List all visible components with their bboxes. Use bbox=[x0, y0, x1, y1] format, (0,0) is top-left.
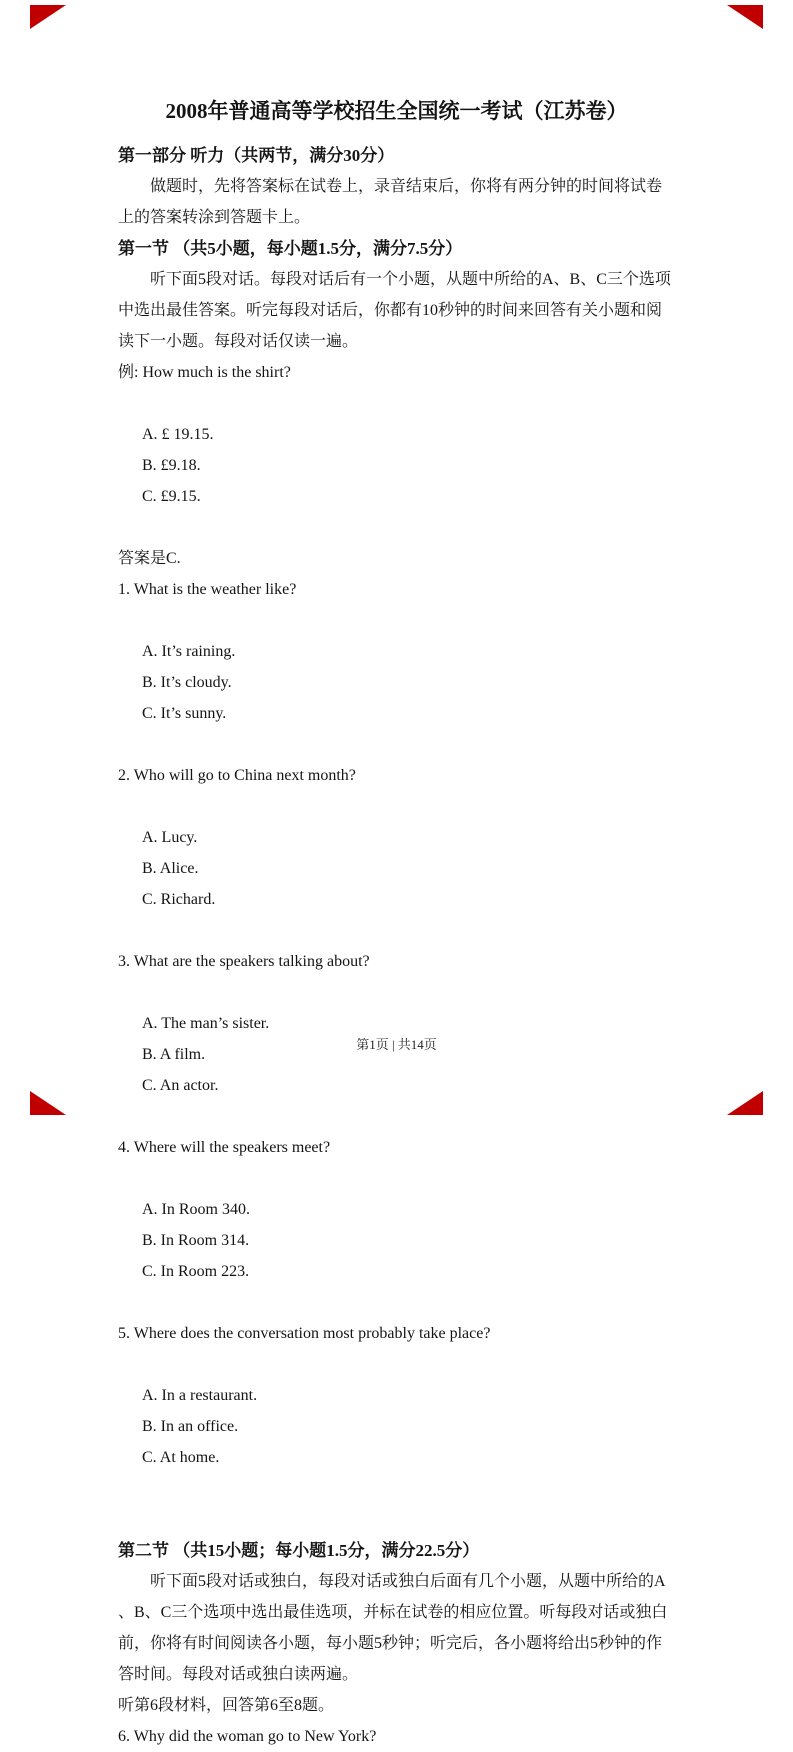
question-4: 4. Where will the speakers meet? bbox=[118, 1139, 331, 1156]
section2-intro-line4: 答时间。每段对话或独白读两遍。 bbox=[118, 1666, 359, 1683]
question-3: 3. What are the speakers talking about? bbox=[118, 953, 370, 970]
option-c: C. Richard. bbox=[142, 891, 216, 908]
option-b: B. In Room 314. bbox=[142, 1232, 250, 1249]
part1-intro-line1: 做题时，先将答案标在试卷上，录音结束后，你将有两分钟的时间将试卷 bbox=[150, 178, 663, 195]
exam-content bbox=[0, 126, 793, 1752]
option-b: B. A film. bbox=[142, 1046, 206, 1063]
option-c: C. An actor. bbox=[142, 1077, 219, 1094]
corner-mark-top-left bbox=[30, 5, 66, 29]
question-5: 5. Where does the conversation most probably take place? bbox=[118, 1325, 491, 1342]
material-6-note: 听第6段材料，回答第6至8题。 bbox=[118, 1697, 335, 1714]
corner-mark-top-right bbox=[727, 5, 763, 29]
question-1-options bbox=[118, 605, 683, 760]
section2-intro-line2: 、B、C三个选项中选出最佳选项，并标在试卷的相应位置。听每段对话或独白 bbox=[118, 1604, 668, 1621]
corner-mark-bottom-left bbox=[30, 1091, 66, 1115]
section1-heading: 第一节 （共5小题，每小题1.5分，满分7.5分） bbox=[118, 239, 463, 258]
option-a: A. In a restaurant. bbox=[142, 1387, 258, 1404]
question-3-options bbox=[118, 977, 683, 1132]
option-c: C. In Room 223. bbox=[142, 1263, 250, 1280]
example-question: 例: How much is the shirt? bbox=[118, 364, 291, 381]
example-answer: 答案是C. bbox=[118, 550, 181, 567]
option-b: B. Alice. bbox=[142, 860, 199, 877]
section1-intro-line1: 听下面5段对话。每段对话后有一个小题，从题中所给的A、B、C三个选项 bbox=[150, 271, 671, 288]
section2-heading: 第二节 （共15小题；每小题1.5分，满分22.5分） bbox=[118, 1541, 480, 1560]
question-5-options bbox=[118, 1349, 683, 1504]
question-6: 6. Why did the woman go to New York? bbox=[118, 1728, 377, 1745]
section2-intro-line1: 听下面5段对话或独白，每段对话或独白后面有几个小题，从题中所给的A bbox=[150, 1573, 666, 1590]
option-b: B. It’s cloudy. bbox=[142, 674, 232, 691]
question-1: 1. What is the weather like? bbox=[118, 581, 297, 598]
section1-intro-line2: 中选出最佳答案。听完每段对话后，你都有10秒钟的时间来回答有关小题和阅 bbox=[118, 302, 663, 319]
option-a: A. In Room 340. bbox=[142, 1201, 250, 1218]
corner-mark-bottom-right bbox=[727, 1091, 763, 1115]
option-a: A. Lucy. bbox=[142, 829, 198, 846]
question-4-options bbox=[118, 1163, 683, 1318]
question-2-options bbox=[118, 791, 683, 946]
section2-intro-line3: 前，你将有时间阅读各小题，每小题5秒钟；听完后，各小题将给出5秒钟的作 bbox=[118, 1635, 663, 1652]
page-title: 2008年普通高等学校招生全国统一考试（江苏卷） bbox=[165, 99, 628, 123]
example-options bbox=[118, 388, 683, 543]
option-a: A. It’s raining. bbox=[142, 643, 236, 660]
part1-intro-line2: 上的答案转涂到答题卡上。 bbox=[118, 209, 311, 226]
option-a: A. The man’s sister. bbox=[142, 1015, 270, 1032]
option-b: B. In an office. bbox=[142, 1418, 239, 1435]
page-footer: 第1页 | 共14页 bbox=[356, 1037, 437, 1052]
part1-heading: 第一部分 听力（共两节，满分30分） bbox=[118, 146, 395, 165]
section1-intro-line3: 读下一小题。每段对话仅读一遍。 bbox=[118, 333, 359, 350]
option-c: C. At home. bbox=[142, 1449, 220, 1466]
option-c: C. £9.15. bbox=[142, 488, 201, 505]
option-b: B. £9.18. bbox=[142, 457, 201, 474]
option-a: A. £ 19.15. bbox=[142, 426, 214, 443]
question-2: 2. Who will go to China next month? bbox=[118, 767, 356, 784]
option-c: C. It’s sunny. bbox=[142, 705, 227, 722]
